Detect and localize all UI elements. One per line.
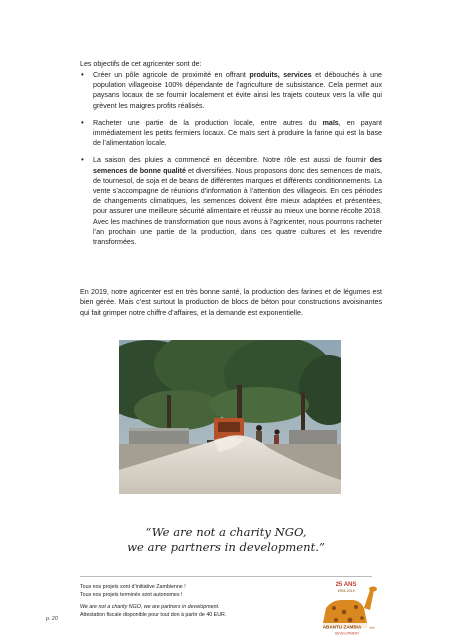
bold-text: maïs	[322, 118, 339, 127]
logo-period: 1994-2019	[337, 589, 355, 593]
abantu-zambia-logo	[312, 578, 382, 636]
footer-line-3: We are not a charity NGO, we are partners in development.	[80, 604, 220, 611]
logo-tagline: DEVELOPMENT	[334, 631, 360, 636]
footer-line-1: Tous nos projets sont d’initiative Zambienne !	[80, 584, 186, 590]
objective-item	[80, 70, 382, 111]
bold-text: des semences de bonne qualité	[93, 156, 382, 175]
objectives-list	[80, 70, 382, 254]
construction-site-photo	[119, 340, 341, 494]
motto-quote	[80, 525, 372, 555]
motto-line-2: we are partners in development.”	[127, 540, 325, 554]
photo-illustration	[119, 340, 341, 494]
objective-item	[80, 155, 382, 247]
logo-name: ABANTU ZAMBIA	[322, 624, 362, 630]
intro-paragraph: Les objectifs de cet agricenter sont de:	[80, 60, 202, 69]
closing-paragraph: En 2019, notre agricenter est en très bonne santé, la production des farines et de légumes est bien gérée. Mais c’est surtout la production de blocs de béton pour constructions avoisinantes qui fait grimper notre chiffre d’affaires, et la demande est exponentielle.	[80, 288, 382, 317]
footer-line-2: Tous nos projets terminés sont autonomes !	[80, 591, 183, 598]
bold-text: produits, services	[249, 71, 312, 79]
text-run: La saison des pluies a commencé en décembre. Notre rôle est aussi de fournir	[93, 156, 370, 165]
objective-item	[80, 118, 382, 149]
motto-line-1: “We are not a charity NGO,	[145, 525, 307, 539]
page-number: p. 20	[46, 616, 58, 622]
text-run: Créer un pôle agricole de proximité en offrant	[93, 71, 250, 79]
footer-line-4: Attestation fiscale disponible pour tout don à partir de 40 EUR.	[80, 611, 227, 618]
footer	[80, 584, 300, 619]
text-run: et débouchés à une population villageoise 100% dépendante de l’agriculture de subsistance. Cela permet aux paysans locaux de se fournir localement et évite ainsi les trajets couteux vers la ville qui grèvent les maigres profits réalisés.	[93, 71, 383, 110]
footer-divider	[80, 576, 372, 577]
text-run: Racheter une partie de la production locale, entre autres du	[93, 118, 323, 127]
text-run: et diversifiées. Nous proposons donc des semences de maïs, de tournesol, de soja et de beans de différentes marques et différents conditionnements. La vente s’accompagne de réunions d’information à l’attention des villageois. En ces périodes de changements climatiques, les semences doivent être mieux adaptées et présentées, pour assurer une meilleure sécurité alimentaire et réussir au mieux une bonne récolte 2018. Avec les machines de transformation que nous avons à l’agricenter, nous pourrons racheter l’an prochain une partie de la production, dans ces quatre cultures et les revendre transformées.	[93, 166, 382, 247]
logo-years: 25 ANS	[335, 582, 357, 588]
text-run: , en payant immédiatement les petits fermiers locaux. Ce maïs sert à produire la farine qui est la base de l’alimentation locale.	[93, 118, 382, 148]
logo-suffix: asbl	[369, 625, 375, 630]
